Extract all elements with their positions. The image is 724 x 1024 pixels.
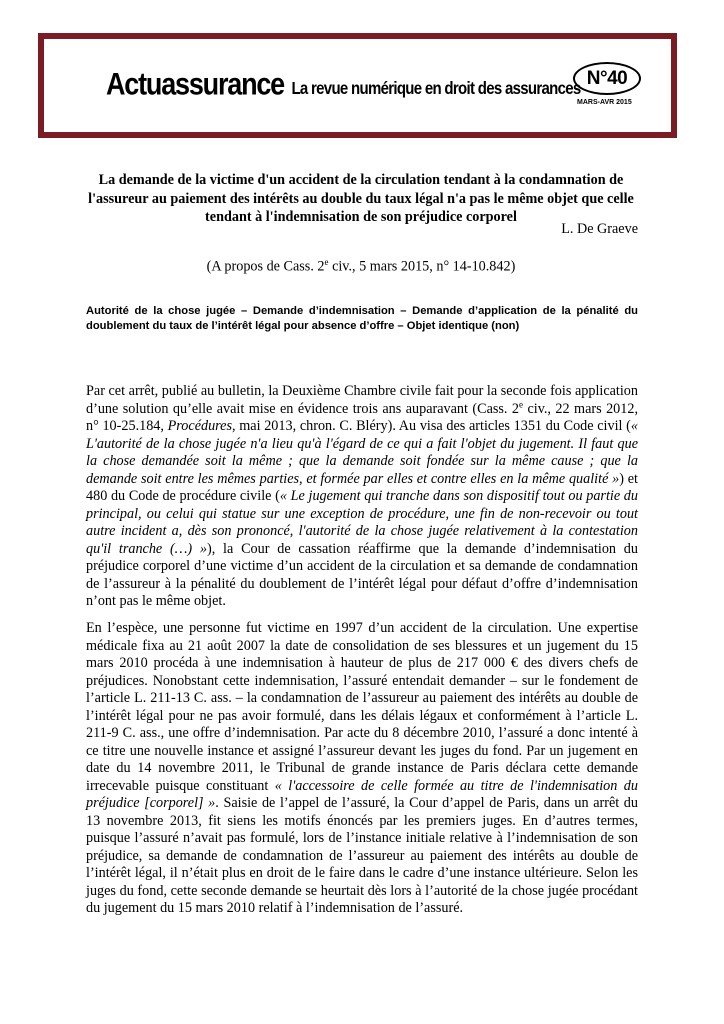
case-reference-superscript: e: [324, 257, 329, 267]
case-reference-start: (A propos de Cass. 2: [206, 258, 325, 275]
case-reference: [86, 257, 636, 276]
p1-text-a: Par cet arrêt, publié au bulletin, la Deuxième Chambre civile fait pour la seconde fois application d’une solution qu’elle avait mise en évidence trois ans auparavant (Cass. 2: [86, 383, 638, 417]
paragraph-1: [86, 383, 638, 611]
p1-journal-name: Procédures: [167, 418, 232, 434]
p1-text-f: ) et 480 du Code de procédure civile (: [86, 470, 638, 504]
issue-number-badge: N°40: [573, 62, 641, 95]
case-reference-end: civ., 5 mars 2015, n° 14-10.842): [328, 258, 516, 275]
p1-text-h: ), la Cour de cassation réaffirme que la demande d’indemnisation du préjudice corporel d’une victime d’un accident de la circulation et sa demande de condamnation de l’assureur à la pénalité du doublement de l’intérêt légal pour défaut d’offre d’indemnisation n’ont pas le même objet.: [86, 540, 638, 609]
issue-date: MARS-AVR 2015: [577, 99, 632, 106]
p1-text-b: civ., 22 mars 2012, n° 10-25.184,: [86, 400, 638, 434]
p1-superscript: e: [519, 398, 524, 409]
p1-text-d: , mai 2013, chron. C. Bléry). Au visa des articles 1351 du Code civil (: [232, 418, 631, 434]
p2-quote-tribunal: « l'accessoire de celle formée au titre de l'indemnisation du préjudice [corporel] »: [86, 777, 638, 811]
article-keywords: Autorité de la chose jugée – Demande d’indemnisation – Demande d’application de la pénalité du doublement du taux de l’intérêt légal pour absence d’offre – Objet identique (non): [86, 305, 638, 332]
paragraph-2: [86, 620, 638, 918]
p1-quote-procedure-code: « Le jugement qui tranche dans son dispositif tout ou partie du principal, ou celui qui statue sur une exception de procédure, une fin de non-recevoir ou tout autre incident a, dès son prononcé, l'autorité de la chose jugée relativement à la contestation qu'il tranche (…) »: [86, 488, 638, 557]
p2-text-a: En l’espèce, une personne fut victime en 1997 d’un accident de la circulation. Une expertise médicale fixa au 21 août 2007 la date de consolidation de ses blessures et un jugement du 15 mars 2010 procéda à une indemnisation à hauteur de plus de 217 000 € des divers chefs de préjudices. Nonobstant cette indemnisation, l’assuré entendait demander – sur le fondement de l’article L. 211-13 C. ass. – la condamnation de l’assureur au paiement des intérêts au double de l’intérêt légal pour ne pas avoir formulé, dans les délais légaux et conformément à l’article L. 211-9 C. ass., une offre d’indemnisation. Par acte du 8 décembre 2010, l’assuré a donc intenté à ce titre une nouvelle instance et assigné l’assureur devant les juges du fond. Par un jugement en date du 14 novembre 2011, le Tribunal de grande instance de Paris déclara cette demande irrecevable puisque constituant: [86, 620, 638, 794]
journal-name: Actuassurance: [106, 66, 284, 102]
journal-tagline: La revue numérique en droit des assurances: [291, 78, 581, 99]
p1-quote-civil-code: « L'autorité de la chose jugée n'a lieu qu'à l'égard de ce qui a fait l'objet du jugement. Il faut que la chose demandée soit la même ; que la demande soit fondée sur la même cause ; que la demande soit entre les mêmes parties, et formée par elles et contre elles en la même qualité »: [86, 418, 638, 487]
journal-brand: [106, 66, 581, 102]
p2-text-c: . Saisie de l’appel de l’assuré, la Cour d’appel de Paris, dans un arrêt du 13 novembre 2013, fit siens les motifs énoncés par les premiers juges. En d’autres termes, puisque l’assuré n’avait pas formulé, lors de l’instance initiale relative à l’indemnisation de son préjudice, sa demande de condamnation de l’assureur au paiement des intérêts au double de l’intérêt légal, il n’était plus en droit de le faire dans le cadre d’une instance ultérieure. Selon les juges du fond, cette seconde demande se heurtait dès lors à l’autorité de la chose jugée procédant du jugement du 15 mars 2010 relatif à l’indemnisation de l’assuré.: [86, 795, 638, 916]
journal-banner: [38, 33, 677, 138]
article-title: La demande de la victime d'un accident de la circulation tendant à la condamnation de l'assureur au paiement des intérêts au double du taux légal n'a pas le même objet que celle tendant à l'indemnisation de son préjudice corporel: [88, 172, 634, 225]
article-author: L. De Graeve: [561, 221, 638, 237]
